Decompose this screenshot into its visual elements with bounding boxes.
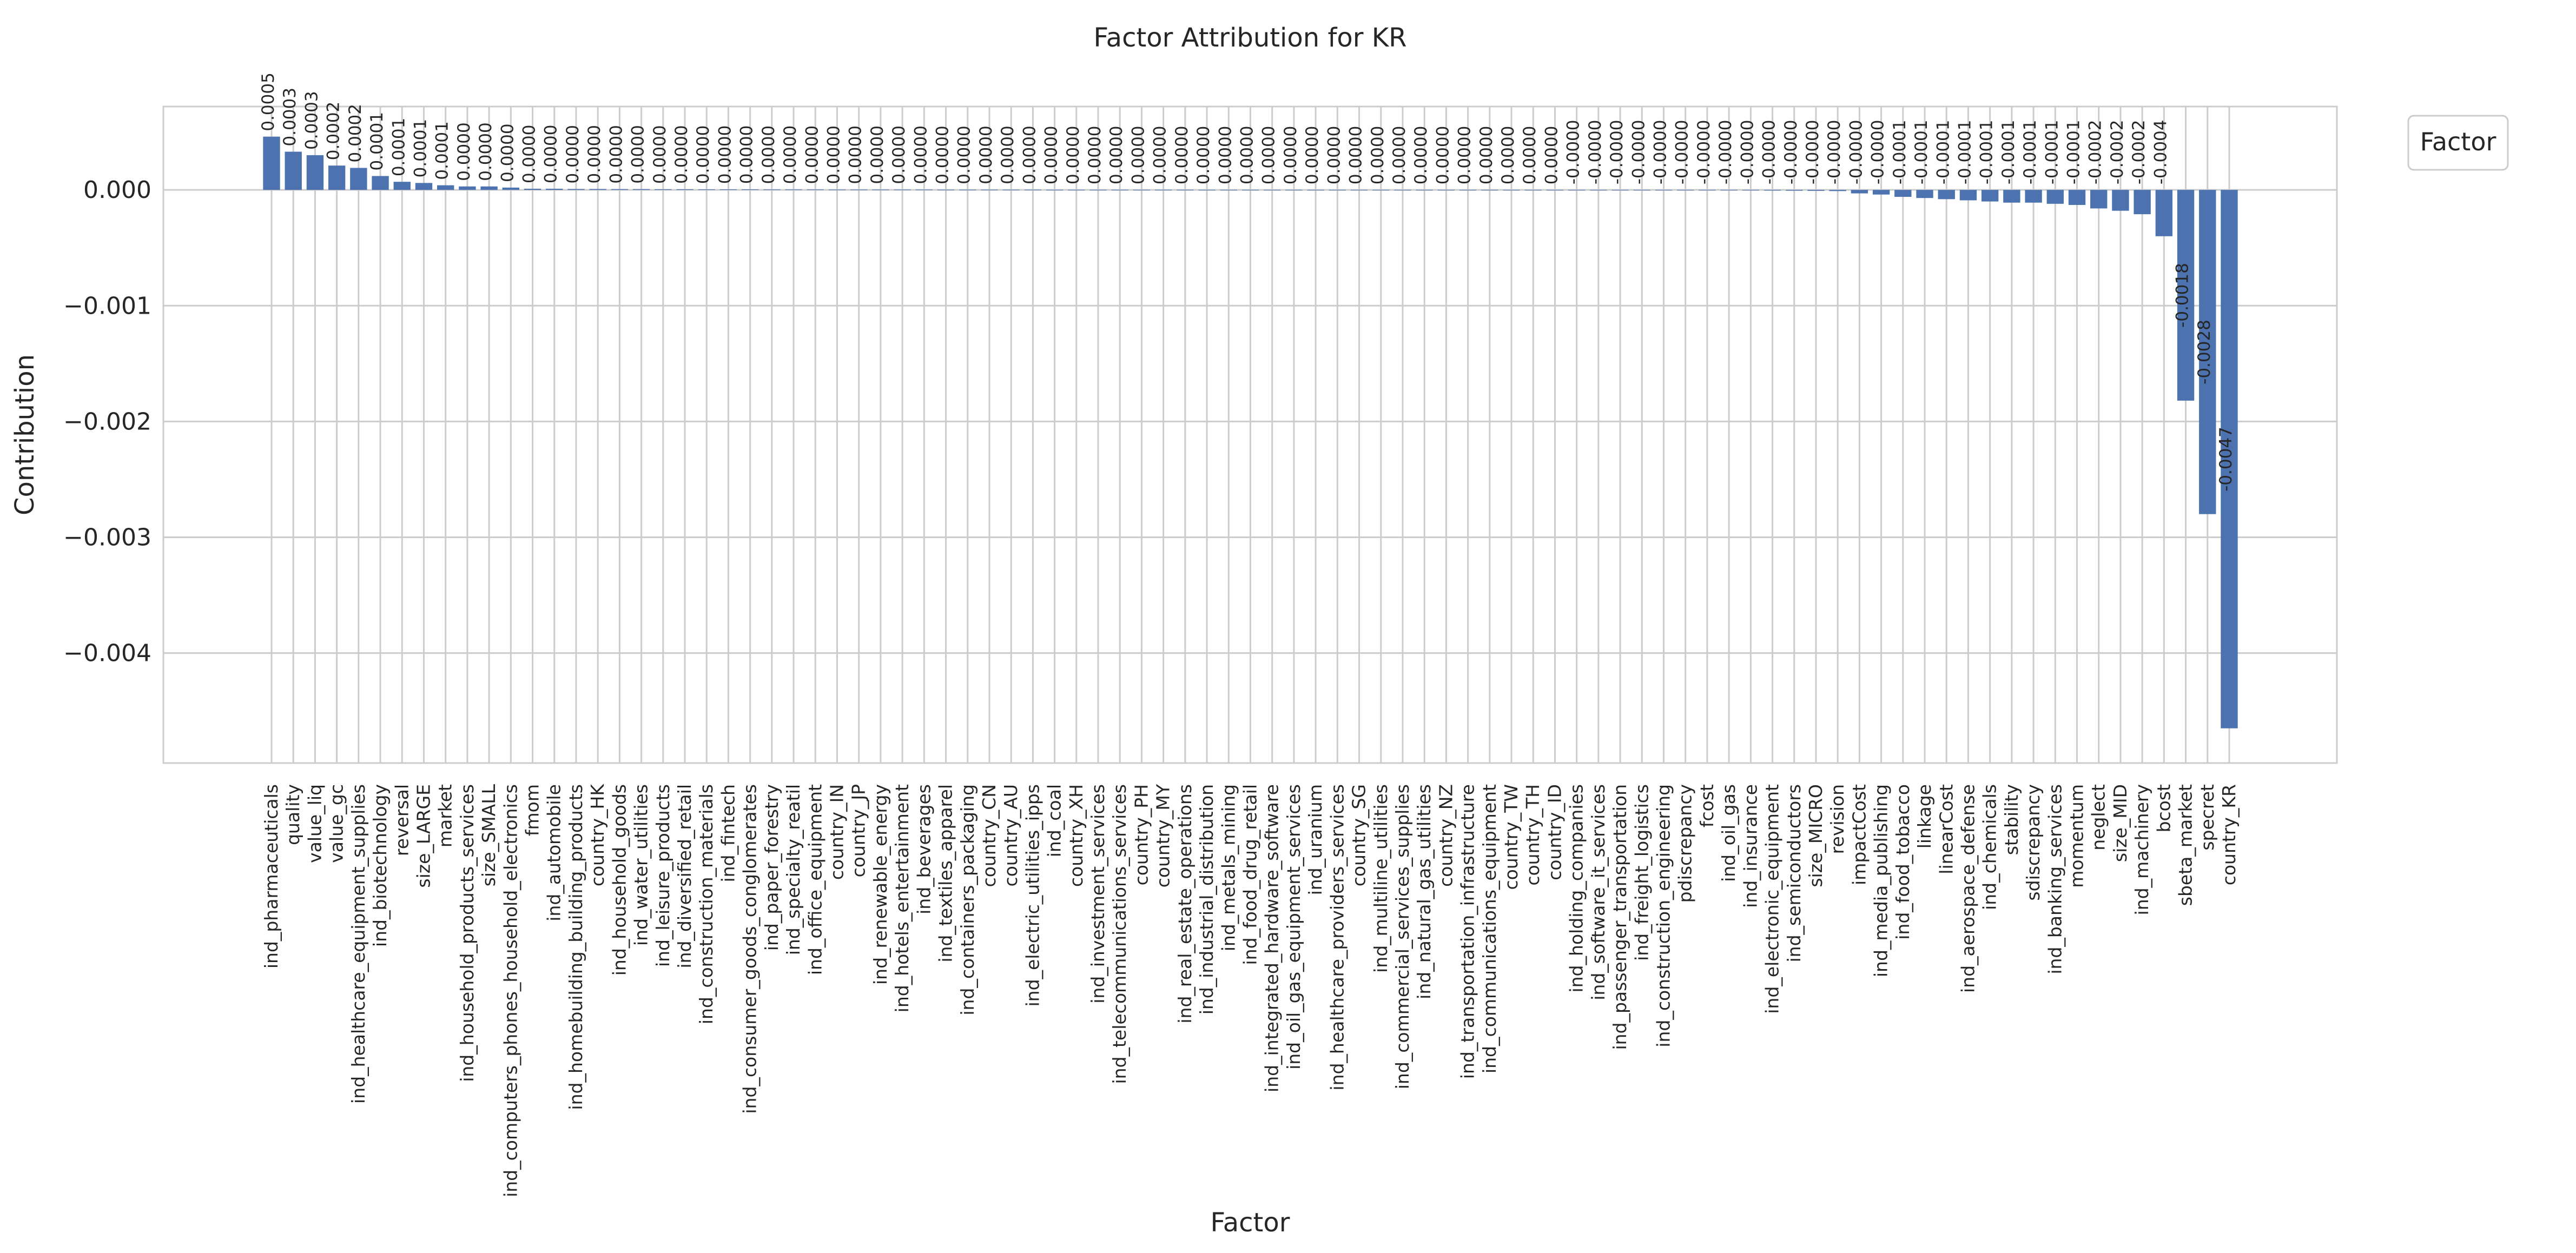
data-label: 0.0001 xyxy=(367,111,387,171)
bar xyxy=(1960,190,1977,200)
x-tick-label: ind_textiles_apparel xyxy=(935,784,956,963)
chart-title: Factor Attribution for KR xyxy=(1093,23,1407,53)
x-tick-label: ind_food_tobacco xyxy=(1892,784,1913,940)
x-tick-label: ind_uranium xyxy=(1305,784,1326,896)
data-label: 0.0000 xyxy=(1280,125,1300,185)
x-tick-label: ind_media_publishing xyxy=(1870,784,1892,978)
x-tick-label: country_TH xyxy=(1522,784,1544,886)
data-label: 0.0000 xyxy=(1520,125,1540,185)
x-tick-label: ind_consumer_goods_conglomerates xyxy=(739,784,761,1114)
data-label: -0.0000 xyxy=(1650,120,1670,185)
data-label: -0.0002 xyxy=(2107,120,2127,185)
x-tick-label: impactCost xyxy=(1848,784,1870,885)
data-label: 0.0000 xyxy=(758,125,778,184)
data-label: 0.0000 xyxy=(911,125,931,184)
bar xyxy=(611,189,628,190)
bar xyxy=(1807,190,1824,191)
data-label: 0.0000 xyxy=(802,125,822,184)
data-label: -0.0000 xyxy=(1585,120,1605,185)
x-tick-label: ind_water_utilities xyxy=(630,784,652,946)
data-label: -0.0001 xyxy=(1955,120,1975,185)
data-label: 0.0000 xyxy=(998,125,1018,184)
x-tick-label: ind_freight_logistics xyxy=(1631,784,1653,961)
bar xyxy=(328,165,345,190)
x-tick-label: ind_transportation_infrastructure xyxy=(1457,784,1478,1079)
data-label: 0.0000 xyxy=(628,125,648,184)
data-label: 0.0000 xyxy=(1172,125,1192,184)
x-tick-label: ind_natural_gas_utilities xyxy=(1414,784,1435,999)
x-tick-label: pdiscrepancy xyxy=(1674,784,1696,903)
bar xyxy=(415,183,432,190)
data-label: -0.0002 xyxy=(2085,120,2105,185)
x-tick-label: linearCost xyxy=(1936,784,1957,874)
bar xyxy=(546,189,563,190)
bar xyxy=(2069,190,2085,205)
data-label: 0.0000 xyxy=(954,125,974,184)
data-label: 0.0000 xyxy=(737,125,757,184)
x-tick-label: country_ID xyxy=(1544,784,1566,880)
bar xyxy=(742,189,758,190)
x-tick-label: ind_holding_companies xyxy=(1566,784,1587,993)
bar xyxy=(307,155,323,190)
bar xyxy=(2134,190,2150,214)
x-tick-label: country_KR xyxy=(2218,784,2240,886)
bar xyxy=(633,189,650,190)
data-label: -0.0047 xyxy=(2216,427,2236,492)
data-label: -0.0001 xyxy=(2042,120,2062,185)
bar xyxy=(394,182,411,190)
data-label: 0.0000 xyxy=(1237,125,1257,185)
x-tick-label: ind_banking_services xyxy=(2044,784,2066,974)
data-label: 0.0000 xyxy=(563,124,583,184)
data-label: 0.0000 xyxy=(519,124,539,184)
data-label: -0.0001 xyxy=(2020,120,2040,185)
x-tick-label: value_gc xyxy=(326,784,347,863)
x-tick-labels xyxy=(261,784,2240,1197)
bar xyxy=(567,189,584,190)
data-label: -0.0001 xyxy=(1933,120,1953,185)
data-label: 0.0000 xyxy=(1389,125,1409,185)
data-label: 0.0000 xyxy=(693,125,714,184)
bar xyxy=(763,189,780,190)
data-label: 0.0000 xyxy=(846,125,866,184)
data-label: 0.0003 xyxy=(280,88,300,147)
x-tick-label: reversal xyxy=(391,784,413,857)
bar xyxy=(655,189,671,190)
x-tick-label: linkage xyxy=(1914,784,1936,849)
x-tick-label: quality xyxy=(282,784,304,845)
data-label: 0.0000 xyxy=(1346,125,1366,185)
data-label: 0.0005 xyxy=(259,72,278,131)
x-tick-label: ind_software_it_services xyxy=(1587,784,1609,1000)
bar xyxy=(459,187,475,190)
x-tick-label: ind_insurance xyxy=(1740,784,1761,908)
x-tick-label: ind_multiline_utilities xyxy=(1370,784,1391,973)
x-tick-label: stability xyxy=(2000,784,2022,856)
x-tick-label: ind_household_goods xyxy=(609,784,630,976)
data-label: 0.0001 xyxy=(432,121,452,180)
data-label: 0.0000 xyxy=(1150,125,1170,184)
data-label: 0.0000 xyxy=(585,124,605,184)
x-tick-label: size_MID xyxy=(2109,784,2131,863)
x-tick-label: ind_semiconductors xyxy=(1783,784,1805,963)
x-tick-label: country_JP xyxy=(848,784,869,878)
bar xyxy=(1873,190,1890,195)
x-tick-label: ind_biotechnology xyxy=(369,784,391,947)
data-label: 0.0000 xyxy=(541,124,561,184)
data-label: 0.0000 xyxy=(1216,125,1236,185)
data-label: 0.0000 xyxy=(1476,125,1496,185)
x-tick-label: country_PH xyxy=(1131,784,1152,886)
data-label: -0.0004 xyxy=(2151,120,2171,185)
data-label: 0.0000 xyxy=(672,125,692,184)
data-label: 0.0000 xyxy=(1433,125,1453,185)
x-tick-label: ind_fintech xyxy=(717,784,739,883)
x-tick-label: ind_automobile xyxy=(543,784,565,921)
x-tick-label: country_XH xyxy=(1065,784,1087,887)
data-label: 0.0000 xyxy=(867,125,887,184)
data-label: -0.0000 xyxy=(1672,120,1692,185)
bar xyxy=(1916,190,1933,198)
bar xyxy=(285,152,302,190)
data-label: 0.0000 xyxy=(1128,125,1148,184)
x-tick-label: ind_computers_phones_household_electronics xyxy=(500,784,521,1197)
x-tick-label: ind_containers_packaging xyxy=(956,784,978,1016)
bar xyxy=(263,137,280,190)
bar xyxy=(2156,190,2172,236)
bar xyxy=(1894,190,1911,197)
x-tick-label: bcost xyxy=(2153,784,2175,833)
data-label: -0.0001 xyxy=(1912,120,1932,185)
x-tick-label: ind_oil_gas_equipment_services xyxy=(1283,784,1304,1070)
data-label: 0.0002 xyxy=(345,103,365,163)
data-label: -0.0000 xyxy=(1846,120,1866,185)
x-tick-label: country_AU xyxy=(1000,784,1022,887)
x-tick-label: country_MY xyxy=(1152,784,1174,888)
data-label: -0.0002 xyxy=(2129,120,2149,185)
data-label: 0.0002 xyxy=(323,101,344,161)
bar xyxy=(524,189,541,190)
x-tick-label: country_NZ xyxy=(1435,784,1457,887)
x-axis-label: Factor xyxy=(1210,1208,1290,1238)
data-label: -0.0000 xyxy=(1607,120,1627,185)
bar xyxy=(1981,190,1998,201)
bar xyxy=(372,176,388,190)
bar xyxy=(2047,190,2064,204)
data-label: 0.0000 xyxy=(824,125,844,184)
data-label: -0.0000 xyxy=(1738,120,1758,185)
data-label: 0.0000 xyxy=(1303,125,1323,185)
data-label: 0.0000 xyxy=(1041,125,1061,184)
data-label: 0.0000 xyxy=(1324,125,1344,185)
x-tick-label: ind_metals_mining xyxy=(1218,784,1239,952)
bar xyxy=(350,168,367,190)
y-tick-label: −0.004 xyxy=(63,639,151,667)
x-tick-label: sdiscrepancy xyxy=(2023,784,2044,901)
data-label: 0.0001 xyxy=(411,118,431,178)
data-label: 0.0000 xyxy=(976,125,996,184)
data-label: 0.0000 xyxy=(715,125,735,184)
data-label: 0.0000 xyxy=(498,123,518,182)
bar xyxy=(2025,190,2042,203)
x-tick-label: ind_beverages xyxy=(913,784,935,914)
x-tick-label: ind_paper_forestry xyxy=(761,784,782,951)
x-tick-label: country_HK xyxy=(587,784,609,887)
bar xyxy=(503,188,519,190)
bar xyxy=(1829,190,1846,191)
x-tick-label: ind_electronic_equipment xyxy=(1761,784,1783,1014)
data-label: -0.0000 xyxy=(1825,120,1845,185)
bar xyxy=(2003,190,2020,203)
x-tick-label: ind_leisure_products xyxy=(652,784,673,967)
x-tick-label: specret xyxy=(2196,784,2218,851)
data-label: 0.0000 xyxy=(1411,125,1431,185)
data-label: -0.0001 xyxy=(1998,120,2018,185)
x-tick-label: ind_oil_gas xyxy=(1718,784,1740,882)
x-tick-label: value_liq xyxy=(304,784,326,863)
data-label: 0.0001 xyxy=(389,117,409,177)
x-tick-label: fcost xyxy=(1696,784,1718,828)
x-tick-label: ind_construction_engineering xyxy=(1653,784,1674,1048)
bar xyxy=(1938,190,1955,199)
data-label: 0.0000 xyxy=(1194,125,1214,185)
bar xyxy=(720,189,737,190)
x-tick-label: ind_office_equipment xyxy=(804,784,826,976)
x-tick-label: ind_hotels_entertainment xyxy=(891,784,913,1013)
data-label: -0.0000 xyxy=(1716,120,1736,185)
data-label: 0.0000 xyxy=(781,125,801,184)
data-label: 0.0000 xyxy=(1085,125,1105,184)
data-label: -0.0001 xyxy=(1977,120,1997,185)
x-tick-label: ind_real_estate_operations xyxy=(1174,784,1195,1024)
data-label: 0.0000 xyxy=(476,122,496,181)
x-tick-label: country_TW xyxy=(1501,784,1522,890)
x-tick-label: ind_coal xyxy=(1043,784,1065,858)
x-tick-label: size_MICRO xyxy=(1805,784,1826,887)
data-label: -0.0028 xyxy=(2194,320,2214,384)
data-label: 0.0000 xyxy=(889,125,909,184)
x-tick-label: ind_passenger_transportation xyxy=(1609,784,1631,1050)
y-tick-labels xyxy=(63,176,151,667)
bar xyxy=(589,189,606,190)
data-label: 0.0000 xyxy=(1455,125,1475,185)
x-tick-label: ind_communications_equipment xyxy=(1478,784,1500,1074)
data-label: -0.0000 xyxy=(1802,120,1822,185)
x-tick-label: ind_household_products_services xyxy=(456,784,478,1082)
x-tick-label: ind_integrated_hardware_software xyxy=(1261,784,1283,1092)
data-label: -0.0001 xyxy=(1890,120,1910,185)
bar xyxy=(698,189,715,190)
x-tick-label: ind_diversified_retail xyxy=(674,784,696,969)
x-tick-label: ind_investment_services xyxy=(1087,784,1109,1004)
x-tick-label: sbeta_market xyxy=(2175,784,2196,906)
x-tick-label: revision xyxy=(1827,784,1848,854)
legend-title: Factor xyxy=(2420,127,2496,156)
y-tick-label: 0.000 xyxy=(83,176,151,204)
x-tick-label: size_LARGE xyxy=(413,784,434,888)
bar xyxy=(785,189,802,190)
data-label: 0.0003 xyxy=(302,91,322,150)
data-label: 0.0000 xyxy=(1063,125,1083,184)
data-label: -0.0000 xyxy=(1629,120,1649,185)
x-tick-label: ind_construction_materials xyxy=(696,784,717,1025)
x-tick-label: country_CN xyxy=(978,784,1000,887)
y-tick-label: −0.002 xyxy=(63,408,151,436)
data-label: -0.0018 xyxy=(2172,263,2192,328)
bar xyxy=(2090,190,2107,208)
data-label: 0.0000 xyxy=(933,125,953,184)
x-tick-label: ind_renewable_energy xyxy=(869,784,891,985)
data-label: 0.0000 xyxy=(650,125,670,184)
x-tick-label: ind_specialty_reatil xyxy=(783,784,804,956)
y-axis-label: Contribution xyxy=(10,354,40,516)
x-tick-label: ind_electric_utilities_ipps xyxy=(1022,784,1043,1007)
data-label: -0.0000 xyxy=(1694,120,1714,185)
bar xyxy=(807,189,824,190)
x-tick-label: ind_homebuilding_building_products xyxy=(565,784,586,1110)
bar xyxy=(480,187,497,190)
data-label: 0.0000 xyxy=(454,122,474,181)
bar xyxy=(2112,190,2129,211)
data-label: 0.0000 xyxy=(1368,125,1388,185)
data-label: -0.0001 xyxy=(2064,120,2084,185)
x-tick-label: ind_aerospace_defense xyxy=(1957,784,1979,993)
data-label: 0.0000 xyxy=(1107,125,1127,184)
bar xyxy=(1851,190,1868,193)
x-tick-label: momentum xyxy=(2066,784,2088,888)
bar xyxy=(437,185,454,190)
data-label: 0.0000 xyxy=(1020,125,1040,184)
x-tick-label: ind_industrial_distribution xyxy=(1196,784,1218,1015)
data-label: 0.0000 xyxy=(1542,125,1562,185)
x-tick-label: country_SG xyxy=(1348,784,1370,887)
x-tick-label: ind_healthcare_equipment_supplies xyxy=(347,784,369,1104)
data-label: -0.0000 xyxy=(1781,120,1801,185)
data-label: -0.0000 xyxy=(1563,120,1583,185)
x-tick-label: ind_commercial_services_supplies xyxy=(1391,784,1413,1090)
x-tick-label: fmom xyxy=(521,784,543,837)
x-tick-label: ind_pharmaceuticals xyxy=(261,784,282,969)
x-tick-label: size_SMALL xyxy=(478,784,500,887)
x-tick-label: market xyxy=(434,784,456,848)
x-tick-label: ind_food_drug_retail xyxy=(1239,784,1261,965)
data-label: -0.0000 xyxy=(1868,120,1888,185)
data-label: 0.0000 xyxy=(1498,125,1518,185)
y-tick-label: −0.003 xyxy=(63,523,151,552)
data-label: -0.0000 xyxy=(1759,120,1779,185)
data-label: 0.0000 xyxy=(1259,125,1279,185)
data-label: 0.0000 xyxy=(606,125,626,184)
legend xyxy=(2408,116,2508,170)
x-tick-label: ind_telecommunications_services xyxy=(1109,784,1131,1084)
x-tick-label: ind_chemicals xyxy=(1979,784,2000,910)
bar xyxy=(676,189,693,190)
x-tick-label: neglect xyxy=(2088,784,2109,851)
x-tick-label: ind_healthcare_providers_services xyxy=(1326,784,1348,1091)
x-tick-label: country_IN xyxy=(826,784,848,880)
x-tick-label: ind_machinery xyxy=(2131,784,2153,916)
y-tick-label: −0.001 xyxy=(63,292,151,320)
